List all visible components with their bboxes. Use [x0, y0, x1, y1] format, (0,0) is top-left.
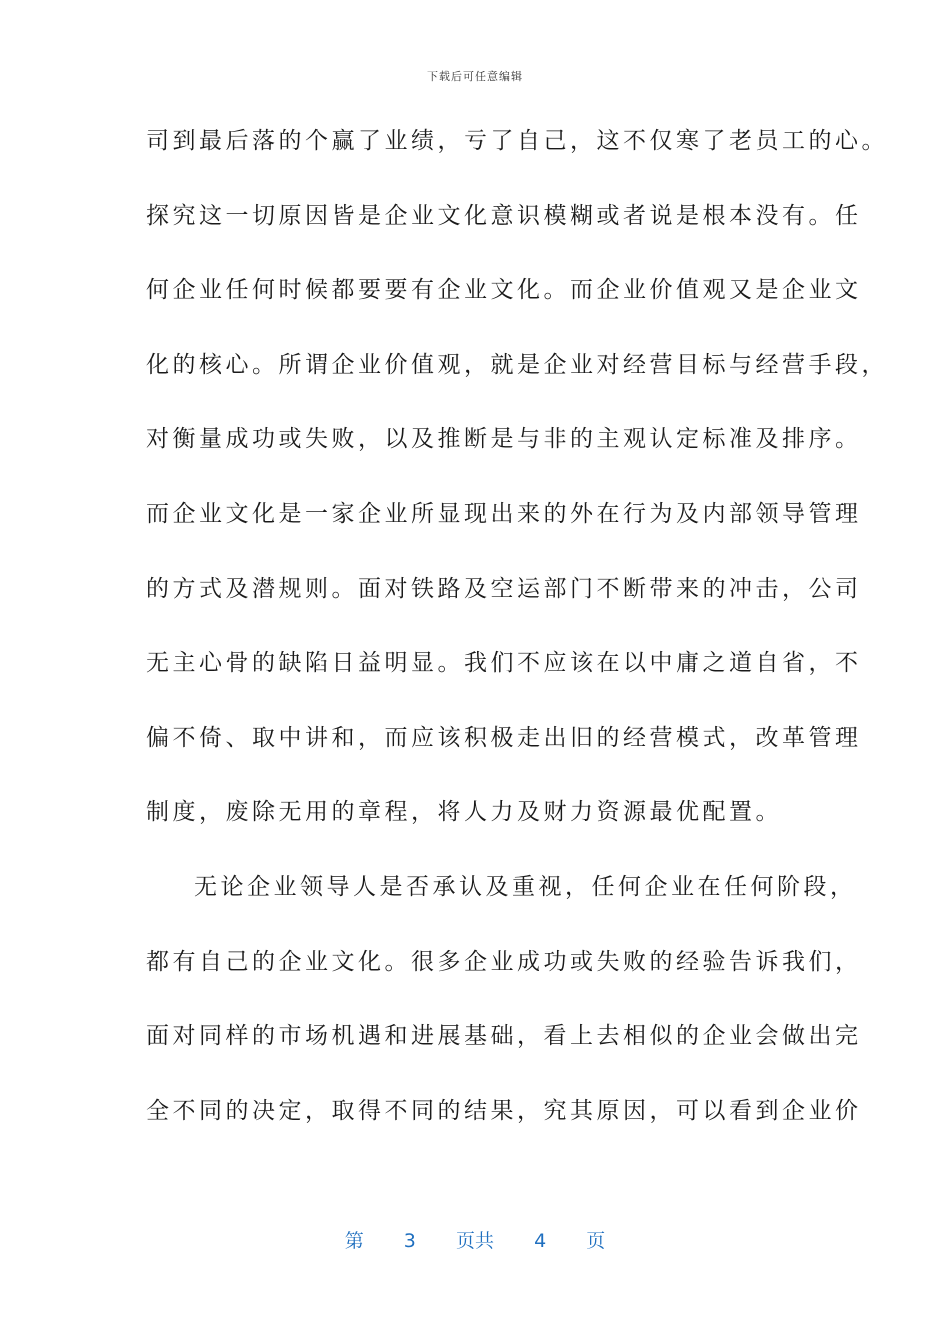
body-line: 的方式及潜规则。面对铁路及空运部门不断带来的冲击，公司 [146, 575, 862, 602]
body-line: 全不同的决定，取得不同的结果，究其原因，可以看到企业价 [146, 1097, 862, 1124]
footer-suffix: 页 [586, 1230, 606, 1252]
page-header: 下载后可任意编辑 [427, 70, 523, 83]
body-line: 化的核心。所谓企业价值观，就是企业对经营目标与经营手段， [146, 351, 888, 378]
paragraph-start-line: 无论企业领导人是否承认及重视，任何企业在任何阶段， [194, 873, 857, 900]
page-footer [0, 1226, 950, 1253]
footer-prefix: 第 [344, 1230, 364, 1252]
body-line: 都有自己的企业文化。很多企业成功或失败的经验告诉我们， [146, 948, 862, 975]
body-line: 制度，废除无用的章程，将人力及财力资源最优配置。 [146, 799, 782, 826]
body-line: 而企业文化是一家企业所显现出来的外在行为及内部领导管理 [146, 500, 862, 527]
document-body [146, 122, 888, 1166]
current-page-number: 3 [403, 1230, 416, 1252]
body-line: 对衡量成功或失败，以及推断是与非的主观认定标准及排序。 [146, 426, 862, 453]
body-line: 司到最后落的个赢了业绩，亏了自己，这不仅寒了老员工的心。 [146, 128, 888, 154]
body-line: 何企业任何时候都要要有企业文化。而企业价值观又是企业文 [146, 277, 862, 304]
body-line: 偏不倚、取中讲和，而应该积极走出旧的经营模式，改革管理 [146, 724, 862, 751]
body-line: 探究这一切原因皆是企业文化意识模糊或者说是根本没有。任 [146, 202, 862, 229]
footer-middle: 页共 [455, 1230, 494, 1252]
body-line: 无主心骨的缺陷日益明显。我们不应该在以中庸之道自省，不 [146, 650, 862, 677]
total-pages-number: 4 [534, 1230, 547, 1252]
body-line: 面对同样的市场机遇和进展基础，看上去相似的企业会做出完 [146, 1023, 862, 1050]
